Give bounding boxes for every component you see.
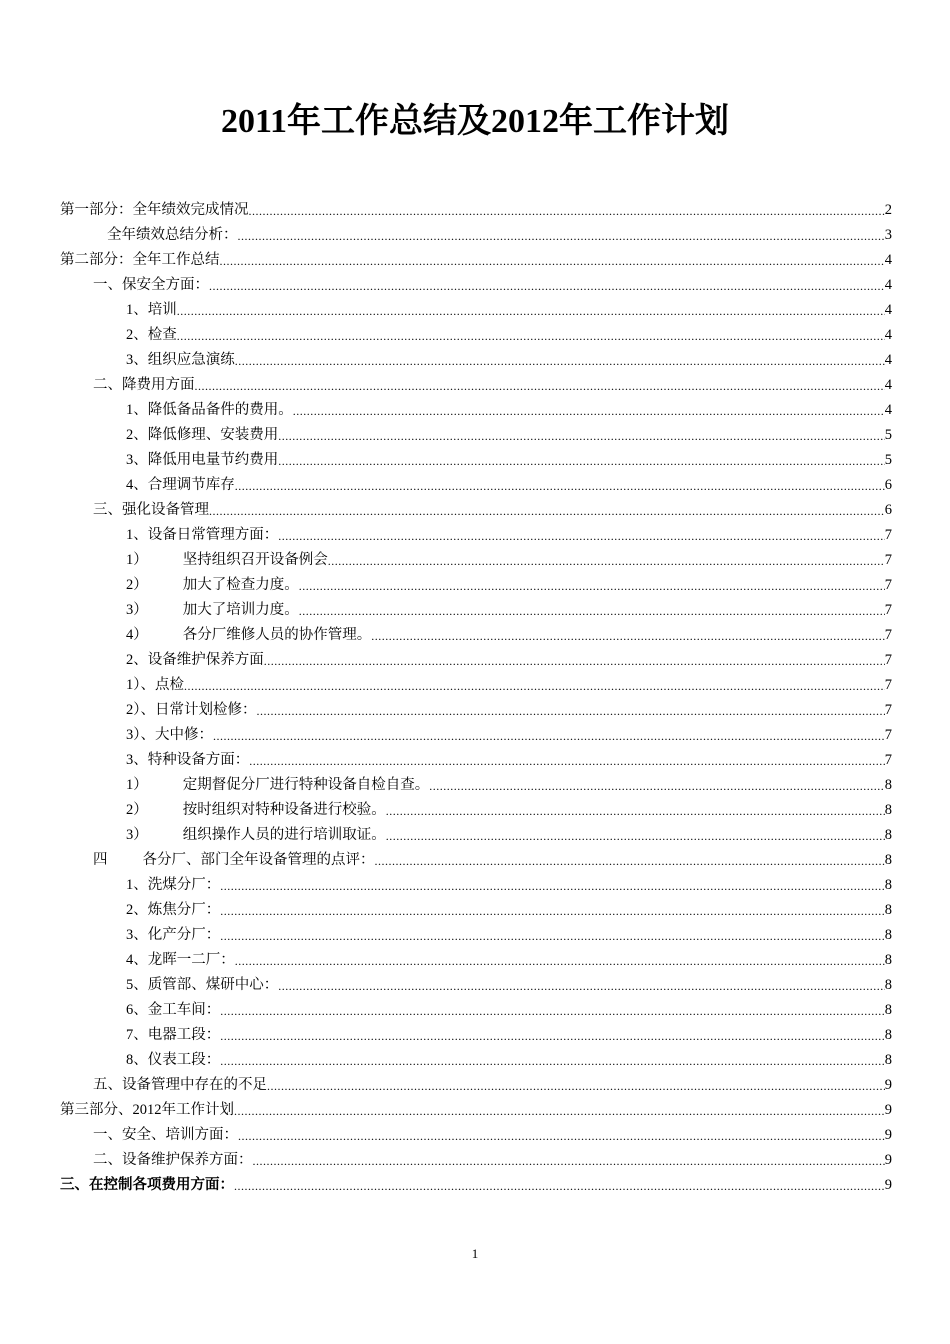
toc-entry[interactable]	[60, 995, 892, 1020]
toc-dot-leader	[249, 752, 885, 770]
toc-entry[interactable]	[60, 670, 892, 695]
toc-page-number: 7	[884, 727, 892, 743]
toc-entry-text	[126, 475, 235, 495]
toc-entry[interactable]	[60, 920, 892, 945]
toc-page-number: 8	[884, 802, 892, 818]
toc-dot-leader	[235, 477, 885, 495]
toc-entry-text	[126, 550, 328, 570]
toc-dot-leader	[195, 377, 885, 395]
toc-dot-leader	[220, 1002, 885, 1020]
toc-dot-leader	[249, 202, 885, 220]
toc-page-number: 9	[884, 1102, 892, 1118]
toc-page-number: 4	[884, 402, 892, 418]
toc-entry[interactable]	[60, 770, 892, 795]
toc-entry[interactable]	[60, 845, 892, 870]
toc-page-number: 7	[884, 752, 892, 768]
toc-entry-text	[126, 325, 177, 345]
toc-entry-label: 按时组织对特种设备进行校验。	[182, 802, 386, 818]
toc-entry-label: 2、炼焦分厂：	[126, 902, 221, 918]
toc-entry-label: 3、降低用电量节约费用	[126, 452, 279, 468]
toc-entry-number: 2）	[126, 802, 148, 818]
toc-entry-number: 2）	[126, 577, 148, 593]
toc-dot-leader	[299, 602, 885, 620]
toc-entry-text	[60, 1175, 234, 1195]
toc-entry[interactable]	[60, 745, 892, 770]
toc-entry-text	[126, 425, 278, 445]
toc-entry[interactable]	[60, 695, 892, 720]
toc-dot-leader	[238, 227, 885, 245]
toc-entry-text	[93, 1125, 238, 1145]
toc-entry-text	[126, 350, 235, 370]
toc-dot-leader	[184, 677, 885, 695]
toc-entry-label: 2、检查	[126, 327, 177, 343]
toc-dot-leader	[234, 1177, 885, 1195]
toc-entry-label: 8、仪表工段：	[126, 1052, 221, 1068]
toc-entry-text	[126, 700, 257, 720]
toc-entry-label: 坚持组织召开设备例会	[182, 552, 328, 568]
toc-dot-leader	[234, 1102, 885, 1120]
toc-entry[interactable]	[60, 945, 892, 970]
toc-entry-label: 第二部分：全年工作总结	[60, 252, 220, 268]
toc-page-number: 7	[884, 652, 892, 668]
toc-entry[interactable]	[60, 245, 892, 270]
toc-page-number: 9	[884, 1077, 892, 1093]
toc-entry-text	[60, 1100, 234, 1120]
toc-entry[interactable]	[60, 195, 892, 220]
toc-entry-label: 第一部分：全年绩效完成情况	[60, 202, 249, 218]
toc-entry-label: 1、洗煤分厂：	[126, 877, 221, 893]
toc-entry-label: 5、质管部、煤研中心：	[126, 977, 279, 993]
page-number: 1	[471, 1246, 479, 1261]
toc-dot-leader	[177, 327, 885, 345]
toc-entry-label: 3、组织应急演练	[126, 352, 235, 368]
toc-entry[interactable]	[60, 445, 892, 470]
toc-entry-text	[126, 875, 220, 895]
toc-page-number: 8	[884, 977, 892, 993]
toc-page-number: 5	[884, 427, 892, 443]
toc-entry-label: 1、降低备品备件的费用。	[126, 402, 293, 418]
toc-page-number: 4	[884, 277, 892, 293]
toc-entry[interactable]	[60, 895, 892, 920]
toc-entry-text	[126, 725, 213, 745]
toc-entry-label: 二、设备维护保养方面：	[93, 1152, 253, 1168]
toc-page-number: 8	[884, 827, 892, 843]
toc-entry-label: 2）、日常计划检修：	[126, 702, 257, 718]
toc-entry-text	[93, 275, 209, 295]
toc-entry-label: 一、安全、培训方面：	[93, 1127, 238, 1143]
toc-entry-label: 3）、大中修：	[126, 727, 213, 743]
toc-dot-leader	[278, 452, 885, 470]
toc-entry-number: 四	[93, 852, 108, 868]
toc-entry-text	[126, 975, 278, 995]
toc-page-number: 7	[884, 677, 892, 693]
toc-entry-label: 三、强化设备管理	[93, 502, 209, 518]
toc-entry-number: 4）	[126, 627, 148, 643]
toc-page-number: 6	[884, 502, 892, 518]
toc-entry-text	[126, 825, 386, 845]
toc-entry-text	[126, 1025, 220, 1045]
toc-entry[interactable]	[60, 645, 892, 670]
page-title: 2011年工作总结及2012年工作计划	[220, 103, 730, 140]
toc-dot-leader	[220, 1052, 885, 1070]
toc-entry-text	[126, 800, 386, 820]
toc-entry-label: 3、化产分厂：	[126, 927, 221, 943]
toc-page-number: 9	[884, 1152, 892, 1168]
toc-entry-label: 二、降费用方面	[93, 377, 195, 393]
toc-entry-text	[126, 575, 299, 595]
toc-entry[interactable]	[60, 470, 892, 495]
toc-entry[interactable]	[60, 820, 892, 845]
toc-dot-leader	[375, 852, 885, 870]
toc-dot-leader	[299, 577, 885, 595]
toc-entry[interactable]	[60, 295, 892, 320]
toc-page-number: 3	[884, 227, 892, 243]
toc-entry-label: 全年绩效总结分析：	[107, 227, 238, 243]
toc-entry[interactable]	[60, 1045, 892, 1070]
toc-dot-leader	[257, 702, 885, 720]
toc-page-number: 4	[884, 252, 892, 268]
toc-entry[interactable]	[60, 1070, 892, 1095]
toc-entry[interactable]	[60, 1120, 892, 1145]
toc-page-number: 7	[884, 702, 892, 718]
toc-page-number: 4	[884, 327, 892, 343]
toc-entry-text	[60, 200, 249, 220]
toc-dot-leader	[235, 352, 885, 370]
toc-entry[interactable]	[60, 520, 892, 545]
toc-entry-label: 三、在控制各项费用方面：	[60, 1177, 234, 1193]
toc-entry-text	[126, 650, 264, 670]
toc-page-number: 8	[884, 1027, 892, 1043]
toc-dot-leader	[213, 727, 885, 745]
toc-entry[interactable]	[60, 395, 892, 420]
toc-entry-text	[126, 600, 299, 620]
toc-page-number: 4	[884, 302, 892, 318]
toc-page-number: 5	[884, 452, 892, 468]
toc-page-number: 8	[884, 902, 892, 918]
toc-entry-text	[93, 375, 195, 395]
toc-entry-label: 7、电器工段：	[126, 1027, 221, 1043]
toc-entry-label: 加大了检查力度。	[182, 577, 299, 593]
toc-page-number: 9	[884, 1127, 892, 1143]
toc-dot-leader	[209, 277, 885, 295]
toc-entry-text	[126, 525, 278, 545]
toc-page-number: 8	[884, 952, 892, 968]
toc-dot-leader	[220, 877, 885, 895]
toc-entry-text	[60, 250, 220, 270]
toc-entry[interactable]	[60, 545, 892, 570]
toc-page-number: 2	[884, 202, 892, 218]
toc-entry-label: 2、设备维护保养方面	[126, 652, 264, 668]
toc-entry-number: 1）	[126, 777, 148, 793]
toc-dot-leader	[238, 1127, 885, 1145]
toc-entry[interactable]	[60, 595, 892, 620]
toc-dot-leader	[220, 1027, 885, 1045]
toc-entry[interactable]	[60, 495, 892, 520]
toc-entry-label: 第三部分、2012年工作计划	[60, 1102, 234, 1118]
toc-entry-label: 定期督促分厂进行特种设备自检自查。	[182, 777, 430, 793]
toc-entry-number: 3）	[126, 827, 148, 843]
toc-entry-text	[126, 675, 184, 695]
toc-entry-text	[126, 925, 220, 945]
toc-page-number: 8	[884, 777, 892, 793]
toc-page-number: 8	[884, 1002, 892, 1018]
toc-dot-leader	[371, 627, 885, 645]
toc-entry-text	[126, 400, 293, 420]
toc-entry[interactable]	[60, 370, 892, 395]
toc-entry[interactable]	[60, 720, 892, 745]
toc-entry-text	[93, 500, 209, 520]
toc-entry[interactable]	[60, 270, 892, 295]
toc-entry-text	[126, 750, 249, 770]
toc-page-number: 9	[884, 1177, 892, 1193]
toc-entry-label: 1、设备日常管理方面：	[126, 527, 279, 543]
toc-entry-text	[126, 625, 371, 645]
toc-entry[interactable]	[60, 570, 892, 595]
toc-entry[interactable]	[60, 795, 892, 820]
toc-entry[interactable]	[60, 970, 892, 995]
toc-entry-text	[93, 850, 375, 870]
toc-entry-label: 6、金工车间：	[126, 1002, 221, 1018]
toc-entry[interactable]	[60, 870, 892, 895]
toc-page-number: 8	[884, 852, 892, 868]
toc-page-number: 7	[884, 627, 892, 643]
toc-entry-text	[107, 225, 238, 245]
toc-entry-text	[126, 900, 220, 920]
toc-entry[interactable]	[60, 345, 892, 370]
toc-dot-leader	[429, 777, 885, 795]
toc-dot-leader	[278, 427, 885, 445]
toc-entry[interactable]	[60, 1020, 892, 1045]
toc-entry-label: 2、降低修理、安装费用	[126, 427, 279, 443]
table-of-contents	[60, 195, 892, 1195]
toc-entry-text	[93, 1150, 253, 1170]
toc-page-number: 7	[884, 552, 892, 568]
toc-dot-leader	[386, 802, 885, 820]
toc-entry-label: 各分厂、部门全年设备管理的点评：	[142, 852, 375, 868]
toc-entry-number: 1）	[126, 552, 148, 568]
toc-page-number: 8	[884, 877, 892, 893]
toc-entry-label: 1）、点检	[126, 677, 184, 693]
toc-dot-leader	[278, 527, 885, 545]
toc-page-number: 8	[884, 927, 892, 943]
toc-entry-text	[126, 300, 177, 320]
toc-entry-label: 组织操作人员的进行培训取证。	[182, 827, 386, 843]
toc-entry-label: 4、合理调节库存	[126, 477, 235, 493]
toc-entry[interactable]	[60, 620, 892, 645]
toc-page-number: 6	[884, 477, 892, 493]
toc-dot-leader	[220, 252, 885, 270]
toc-entry[interactable]	[60, 320, 892, 345]
toc-dot-leader	[253, 1152, 885, 1170]
toc-dot-leader	[386, 827, 885, 845]
toc-entry-text	[126, 1050, 220, 1070]
toc-page-number: 7	[884, 527, 892, 543]
toc-dot-leader	[293, 402, 885, 420]
toc-entry[interactable]	[60, 1170, 892, 1195]
toc-page-number: 8	[884, 1052, 892, 1068]
toc-entry-label: 4、龙晖一二厂：	[126, 952, 235, 968]
toc-entry[interactable]	[60, 1145, 892, 1170]
toc-entry-label: 五、设备管理中存在的不足	[93, 1077, 267, 1093]
toc-entry-label: 加大了培训力度。	[182, 602, 299, 618]
toc-dot-leader	[220, 927, 885, 945]
toc-dot-leader	[220, 902, 885, 920]
toc-entry-text	[126, 1000, 220, 1020]
toc-dot-leader	[328, 552, 885, 570]
toc-page-number: 7	[884, 602, 892, 618]
toc-entry[interactable]	[60, 420, 892, 445]
toc-entry[interactable]	[60, 220, 892, 245]
toc-entry-label: 一、保安全方面：	[93, 277, 209, 293]
toc-entry-label: 3、特种设备方面：	[126, 752, 250, 768]
toc-entry-label: 1、培训	[126, 302, 177, 318]
toc-dot-leader	[278, 977, 885, 995]
toc-page-number: 4	[884, 377, 892, 393]
toc-page-number: 7	[884, 577, 892, 593]
toc-dot-leader	[264, 652, 885, 670]
toc-dot-leader	[235, 952, 885, 970]
toc-entry-text	[126, 450, 278, 470]
toc-page-number: 4	[884, 352, 892, 368]
toc-entry-label: 各分厂维修人员的协作管理。	[182, 627, 372, 643]
toc-entry-text	[126, 775, 429, 795]
toc-dot-leader	[209, 502, 885, 520]
toc-dot-leader	[267, 1077, 885, 1095]
toc-entry-text	[126, 950, 235, 970]
toc-entry-number: 3）	[126, 602, 148, 618]
toc-entry[interactable]	[60, 1095, 892, 1120]
toc-dot-leader	[177, 302, 885, 320]
toc-entry-text	[93, 1075, 267, 1095]
